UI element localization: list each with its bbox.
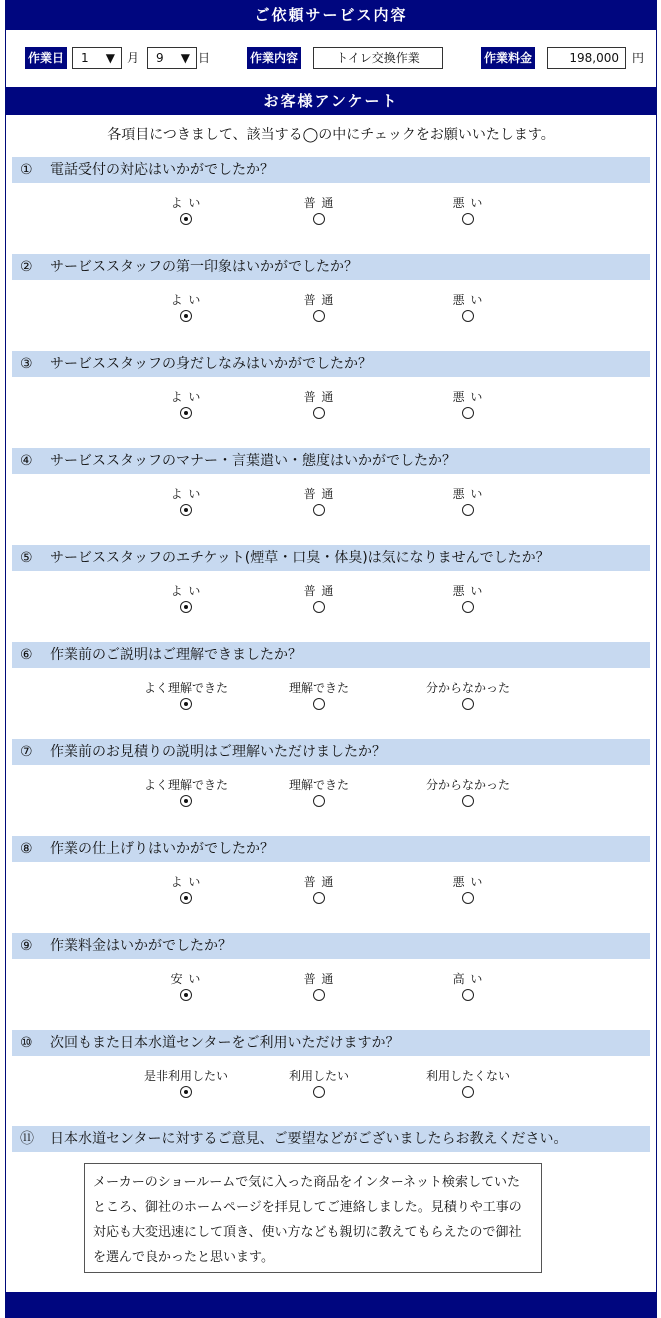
radio-button[interactable] xyxy=(462,310,474,322)
fee-unit: 円 xyxy=(632,51,645,65)
question-1 xyxy=(6,157,656,254)
work-date-label: 作業日 xyxy=(25,47,67,69)
question-text: サービススタッフのエチケット(煙草・口臭・体臭)は気になりませんでしたか？ xyxy=(50,550,550,566)
radio-button[interactable] xyxy=(462,504,474,516)
question-bar xyxy=(12,157,650,183)
answer-option[interactable] xyxy=(264,487,374,516)
answer-option[interactable] xyxy=(131,778,241,807)
question-number: ④ xyxy=(20,453,33,469)
question-text: 作業の仕上げりはいかがでしたか？ xyxy=(50,841,274,857)
question-bar xyxy=(12,739,650,765)
question-bar xyxy=(12,642,650,668)
answer-option-label: 悪 い xyxy=(452,584,484,598)
radio-button[interactable] xyxy=(462,601,474,613)
chevron-down-icon: ▼ xyxy=(180,51,190,65)
answer-option[interactable] xyxy=(131,196,241,225)
question-text: 作業料金はいかがでしたか？ xyxy=(50,938,232,954)
question-text: 作業前のお見積りの説明はご理解いただけましたか？ xyxy=(50,744,386,760)
answer-option[interactable] xyxy=(413,390,523,419)
question-9 xyxy=(6,933,656,1030)
answer-option[interactable] xyxy=(413,293,523,322)
radio-button[interactable] xyxy=(313,310,325,322)
footer-band xyxy=(6,1292,656,1318)
radio-button[interactable] xyxy=(313,698,325,710)
question-bar xyxy=(12,254,650,280)
radio-button[interactable] xyxy=(313,213,325,225)
answer-option-label: 普 通 xyxy=(303,875,335,889)
question-text: サービススタッフの身だしなみはいかがでしたか？ xyxy=(50,356,372,372)
question-bar xyxy=(12,448,650,474)
radio-button[interactable] xyxy=(180,795,192,807)
answer-option-label: よ い xyxy=(170,487,202,501)
service-header: ご依頼サービス内容 xyxy=(6,0,656,30)
radio-button[interactable] xyxy=(180,213,192,225)
radio-button[interactable] xyxy=(462,989,474,1001)
answer-option-label: 分からなかった xyxy=(425,778,510,792)
answer-option-label: よ い xyxy=(170,584,202,598)
radio-button[interactable] xyxy=(313,601,325,613)
question-bar xyxy=(12,1030,650,1056)
answer-option[interactable] xyxy=(413,972,523,1001)
answer-option-label: 悪 い xyxy=(452,293,484,307)
answer-option-label: 悪 い xyxy=(452,196,484,210)
answer-option-label: 利用したくない xyxy=(425,1069,510,1083)
radio-button[interactable] xyxy=(462,407,474,419)
question-number: ② xyxy=(20,259,33,275)
question-4 xyxy=(6,448,656,545)
radio-button[interactable] xyxy=(180,892,192,904)
answer-option[interactable] xyxy=(413,1069,523,1098)
question-bar xyxy=(12,545,650,571)
answer-option[interactable] xyxy=(264,584,374,613)
radio-button[interactable] xyxy=(313,795,325,807)
day-value: 9 xyxy=(156,51,164,65)
survey-intro: 各項目につきまして、該当する◯の中にチェックをお願いいたします。 xyxy=(107,127,555,143)
question-number: ⑦ xyxy=(20,744,33,760)
answer-option-label: 高 い xyxy=(452,972,484,986)
answer-option[interactable] xyxy=(264,293,374,322)
answer-option[interactable] xyxy=(264,1069,374,1098)
question-text: 次回もまた日本水道センターをご利用いただけますか？ xyxy=(50,1035,400,1051)
answer-option[interactable] xyxy=(131,875,241,904)
work-fee-label: 作業料金 xyxy=(481,47,535,69)
radio-button[interactable] xyxy=(180,601,192,613)
question-bar xyxy=(12,1126,650,1152)
question-5 xyxy=(6,545,656,642)
question-number: ⑤ xyxy=(20,550,33,566)
radio-button[interactable] xyxy=(313,1086,325,1098)
answer-option-label: よ い xyxy=(170,196,202,210)
answer-option[interactable] xyxy=(413,487,523,516)
answer-option-label: 是非利用したい xyxy=(143,1069,228,1083)
answer-option-label: 普 通 xyxy=(303,584,335,598)
radio-button[interactable] xyxy=(313,892,325,904)
answer-option-label: 利用したい xyxy=(288,1069,349,1083)
page-frame xyxy=(5,0,657,1318)
question-text: 電話受付の対応はいかがでしたか？ xyxy=(50,162,274,178)
answer-option[interactable] xyxy=(264,875,374,904)
question-number: ⑨ xyxy=(20,938,33,954)
answer-option[interactable] xyxy=(413,196,523,225)
answer-option[interactable] xyxy=(264,972,374,1001)
month-value: 1 xyxy=(81,51,89,65)
work-content-label: 作業内容 xyxy=(247,47,301,69)
answer-option[interactable] xyxy=(131,972,241,1001)
question-6 xyxy=(6,642,656,739)
answer-option-label: 分からなかった xyxy=(425,681,510,695)
survey-header: お客様アンケート xyxy=(6,87,656,115)
radio-button[interactable] xyxy=(462,698,474,710)
question-number: ① xyxy=(20,162,33,178)
answer-option[interactable] xyxy=(264,196,374,225)
question-text: サービススタッフのマナー・言葉遣い・態度はいかがでしたか？ xyxy=(50,453,456,469)
answer-option-label: よく理解できた xyxy=(143,681,228,695)
work-content-field[interactable]: トイレ交換作業 xyxy=(313,47,443,69)
answer-option[interactable] xyxy=(264,778,374,807)
answer-option[interactable] xyxy=(131,487,241,516)
comment-textarea[interactable]: メーカーのショールームで気に入った商品をインターネット検索していたところ、御社のホームページを拝見してご連絡しました。見積りや工事の対応も大変迅速にして頂き、使い方なども親切に教えてもらえたので御社を選んで良かったと思います。 xyxy=(84,1163,542,1273)
radio-button[interactable] xyxy=(180,407,192,419)
radio-button[interactable] xyxy=(462,892,474,904)
answer-option-label: よ い xyxy=(170,875,202,889)
question-bar xyxy=(12,351,650,377)
answer-option[interactable] xyxy=(413,778,523,807)
answer-option-label: よ い xyxy=(170,390,202,404)
answer-option-label: 理解できた xyxy=(288,778,349,792)
radio-button[interactable] xyxy=(180,989,192,1001)
question-10 xyxy=(6,1030,656,1127)
answer-option-label: 普 通 xyxy=(303,196,335,210)
day-select[interactable] xyxy=(147,47,197,69)
answer-option[interactable] xyxy=(413,584,523,613)
radio-button[interactable] xyxy=(462,1086,474,1098)
answer-option-label: 普 通 xyxy=(303,390,335,404)
answer-option[interactable] xyxy=(413,681,523,710)
question-3 xyxy=(6,351,656,448)
answer-option-label: 安 い xyxy=(170,972,202,986)
question-2 xyxy=(6,254,656,351)
answer-option[interactable] xyxy=(131,1069,241,1098)
answer-option-label: 普 通 xyxy=(303,972,335,986)
radio-button[interactable] xyxy=(462,795,474,807)
answer-option[interactable] xyxy=(264,681,374,710)
question-bar xyxy=(12,836,650,862)
question-text: サービススタッフの第一印象はいかがでしたか？ xyxy=(50,259,358,275)
question-text: 日本水道センターに対するご意見、ご要望などがございましたらお教えください。 xyxy=(50,1131,568,1147)
answer-option-label: よ い xyxy=(170,293,202,307)
question-bar xyxy=(12,933,650,959)
radio-button[interactable] xyxy=(180,698,192,710)
answer-option-label: 普 通 xyxy=(303,293,335,307)
question-7 xyxy=(6,739,656,836)
work-fee-field[interactable]: 198,000 xyxy=(547,47,626,69)
radio-button[interactable] xyxy=(313,504,325,516)
radio-button[interactable] xyxy=(313,989,325,1001)
answer-option-label: 悪 い xyxy=(452,875,484,889)
radio-button[interactable] xyxy=(313,407,325,419)
question-number: ⑥ xyxy=(20,647,33,663)
month-unit: 月 xyxy=(127,51,140,65)
answer-option-label: 悪 い xyxy=(452,487,484,501)
answer-option-label: よく理解できた xyxy=(143,778,228,792)
question-number: ③ xyxy=(20,356,33,372)
radio-button[interactable] xyxy=(180,1086,192,1098)
service-details xyxy=(6,46,656,70)
month-select[interactable] xyxy=(72,47,122,69)
question-text: 作業前のご説明はご理解できましたか？ xyxy=(50,647,302,663)
radio-button[interactable] xyxy=(462,213,474,225)
answer-option[interactable] xyxy=(131,390,241,419)
question-number: ⑧ xyxy=(20,841,33,857)
chevron-down-icon: ▼ xyxy=(105,51,115,65)
question-8 xyxy=(6,836,656,933)
answer-option[interactable] xyxy=(131,681,241,710)
question-number: ⑩ xyxy=(20,1035,33,1051)
question-number: ⑪ xyxy=(20,1131,34,1147)
radio-button[interactable] xyxy=(180,504,192,516)
answer-option-label: 理解できた xyxy=(288,681,349,695)
day-unit: 日 xyxy=(198,51,211,65)
answer-option[interactable] xyxy=(413,875,523,904)
radio-button[interactable] xyxy=(180,310,192,322)
answer-option-label: 普 通 xyxy=(303,487,335,501)
answer-option[interactable] xyxy=(131,584,241,613)
answer-option-label: 悪 い xyxy=(452,390,484,404)
answer-option[interactable] xyxy=(264,390,374,419)
answer-option[interactable] xyxy=(131,293,241,322)
